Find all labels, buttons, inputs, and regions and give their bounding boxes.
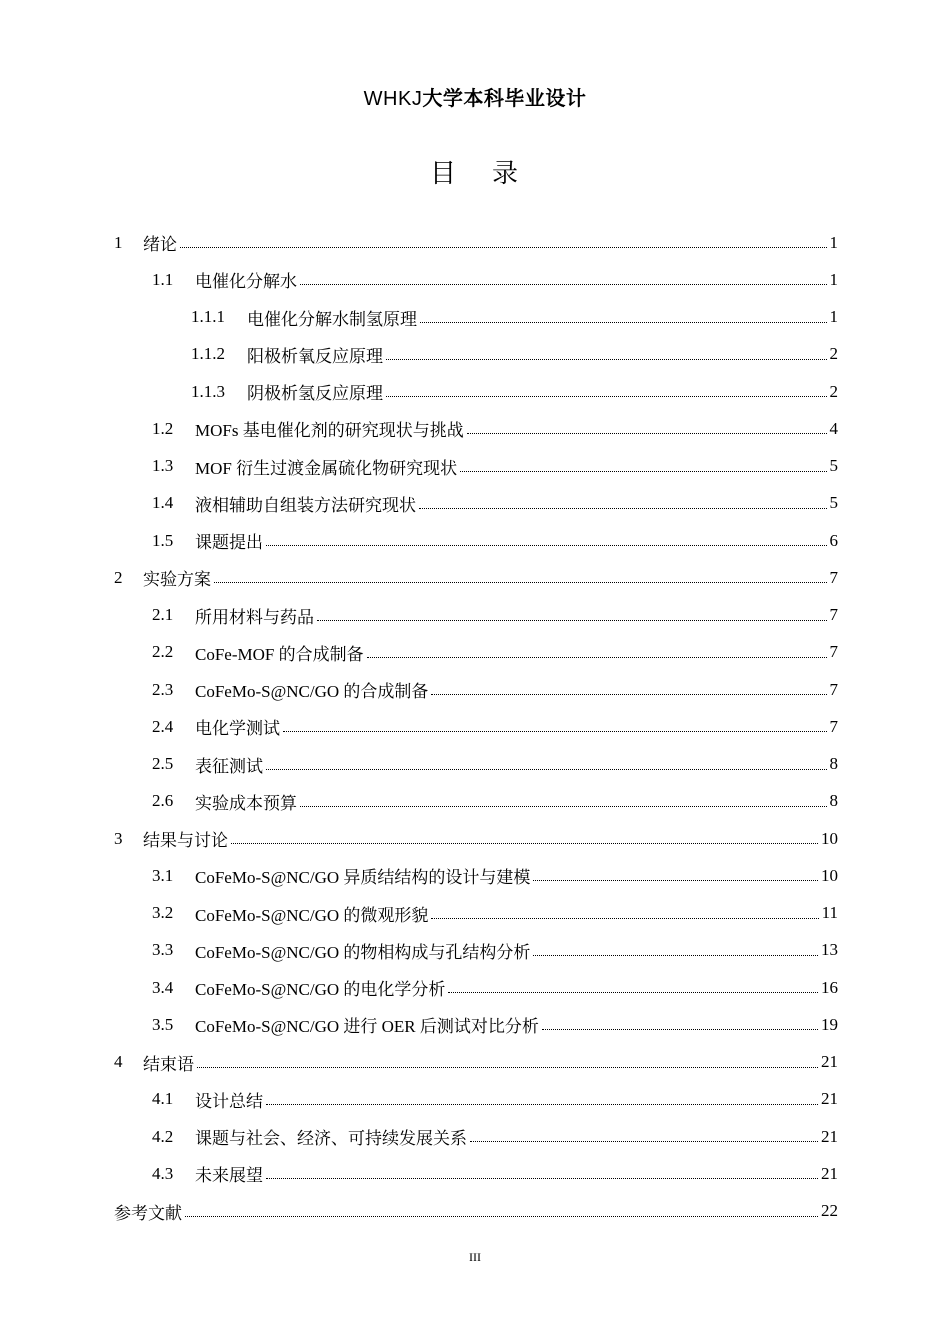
- toc-entry-title: CoFeMo-S@NC/GO 异质结结构的设计与建模: [195, 868, 531, 888]
- toc-entry-title: 所用材料与药品: [195, 607, 314, 627]
- toc-dot-leader: [431, 694, 826, 695]
- toc-dot-leader: [367, 657, 827, 658]
- toc-entry[interactable]: [114, 746, 838, 783]
- toc-entry[interactable]: [114, 1155, 838, 1192]
- toc-entry-page: 6: [829, 530, 838, 550]
- toc-dot-leader: [300, 806, 827, 807]
- toc-dot-leader: [460, 471, 826, 472]
- toc-entry[interactable]: [114, 522, 838, 559]
- toc-entry-number: 1.1: [152, 269, 174, 289]
- toc-entry[interactable]: [114, 932, 838, 969]
- toc-entry-number: 2: [114, 567, 123, 587]
- toc-dot-leader: [542, 1029, 818, 1030]
- toc-entry-number: 1.2: [152, 418, 174, 438]
- toc-entry-page: 4: [829, 418, 838, 438]
- toc-entry-number: 1.1.1: [191, 307, 225, 327]
- toc-entry-page: 13: [821, 940, 838, 960]
- toc-entry-title: 液相辅助自组装方法研究现状: [195, 495, 416, 515]
- toc-dot-leader: [470, 1141, 818, 1142]
- toc-title: [0, 153, 950, 190]
- toc-entry-page: 7: [829, 567, 838, 587]
- toc-entry-page: 2: [829, 344, 838, 364]
- toc-entry[interactable]: [114, 261, 838, 298]
- toc-entry-number: 2.2: [152, 642, 174, 662]
- toc-entry[interactable]: [114, 708, 838, 745]
- toc-entry-page: 21: [821, 1052, 838, 1072]
- toc-dot-leader: [266, 1104, 818, 1105]
- toc-entry-page: 21: [821, 1163, 838, 1183]
- toc-entry-title: CoFeMo-S@NC/GO 的微观形貌: [195, 905, 429, 925]
- toc-entry[interactable]: [114, 634, 838, 671]
- toc-entry-number: 3.5: [152, 1014, 174, 1034]
- toc-entry-title: 参考文献: [114, 1203, 182, 1223]
- toc-dot-leader: [386, 359, 827, 360]
- toc-entry-page: 5: [829, 493, 838, 513]
- toc-entry-title: 课题提出: [195, 533, 263, 553]
- toc-entry-number: 4: [114, 1052, 123, 1072]
- toc-entry-number: 4.3: [152, 1163, 174, 1183]
- toc-entry[interactable]: [114, 373, 838, 410]
- toc-entry-title: 绪论: [143, 235, 177, 255]
- toc-entry-title: MOF 衍生过渡金属硫化物研究现状: [195, 458, 458, 478]
- toc-title-char-1: 目: [429, 159, 458, 189]
- toc-entry-page: 16: [821, 977, 838, 997]
- toc-entry-number: 2.3: [152, 679, 174, 699]
- toc-dot-leader: [214, 582, 827, 583]
- toc-entry-page: 1: [829, 307, 838, 327]
- toc-entry-number: 2.1: [152, 605, 174, 625]
- toc-entry[interactable]: [114, 1006, 838, 1043]
- toc-dot-leader: [419, 508, 827, 509]
- toc-entry-page: 10: [821, 865, 838, 885]
- toc-entry-title: CoFe-MOF 的合成制备: [195, 644, 364, 664]
- toc-entry[interactable]: [114, 485, 838, 522]
- toc-entry[interactable]: [114, 857, 838, 894]
- toc-entry[interactable]: [114, 224, 838, 261]
- toc-entry-page: 21: [821, 1089, 838, 1109]
- toc-entry[interactable]: [114, 671, 838, 708]
- toc-entry-title: 实验方案: [143, 570, 211, 590]
- header-school-code: WHKJ: [363, 88, 423, 110]
- toc-entry[interactable]: [114, 1118, 838, 1155]
- toc-entry-title: CoFeMo-S@NC/GO 的物相构成与孔结构分析: [195, 942, 531, 962]
- toc-entry-page: 19: [821, 1014, 838, 1034]
- toc-entry-page: 2: [829, 381, 838, 401]
- toc-entry-title: 课题与社会、经济、可持续发展关系: [195, 1129, 467, 1149]
- toc-entry[interactable]: [114, 597, 838, 634]
- toc-entry-number: 2.4: [152, 716, 174, 736]
- toc-dot-leader: [266, 1178, 818, 1179]
- toc-entry[interactable]: [114, 410, 838, 447]
- toc-entry-page: 8: [829, 791, 838, 811]
- toc-dot-leader: [231, 843, 818, 844]
- toc-entry[interactable]: [114, 783, 838, 820]
- toc-entry-title: 电化学测试: [195, 719, 280, 739]
- header-subtitle: 大学本科毕业设计: [422, 86, 587, 110]
- toc-entry-title: 结束语: [143, 1054, 194, 1074]
- toc-entry-page: 7: [829, 679, 838, 699]
- toc-dot-leader: [185, 1216, 818, 1217]
- toc-entry-number: 2.6: [152, 791, 174, 811]
- toc-entry-title: 未来展望: [195, 1166, 263, 1186]
- page-number: III: [469, 1250, 481, 1264]
- toc-entry-number: 1.4: [152, 493, 174, 513]
- toc-entry-number: 3.1: [152, 865, 174, 885]
- toc-dot-leader: [386, 396, 827, 397]
- toc-entry[interactable]: [114, 448, 838, 485]
- toc-entry-page: 1: [829, 232, 838, 252]
- toc-entry-page: 7: [829, 716, 838, 736]
- toc-entry-title: CoFeMo-S@NC/GO 的合成制备: [195, 682, 429, 702]
- toc-entry[interactable]: [114, 1193, 838, 1230]
- toc-entry-title: 电催化分解水制氢原理: [247, 309, 417, 329]
- toc-entry-number: 4.1: [152, 1089, 174, 1109]
- toc-dot-leader: [283, 731, 827, 732]
- toc-entry-title: 结果与讨论: [143, 831, 228, 851]
- toc-entry[interactable]: [114, 969, 838, 1006]
- toc-entry-number: 2.5: [152, 754, 174, 774]
- page-header: [0, 82, 950, 111]
- toc-entry-number: 3: [114, 828, 123, 848]
- toc-entry-number: 3.4: [152, 977, 174, 997]
- toc-entry-title: 表征测试: [195, 756, 263, 776]
- toc-entry[interactable]: [114, 895, 838, 932]
- toc-entry-page: 8: [829, 754, 838, 774]
- toc-entry-number: 1.1.2: [191, 344, 225, 364]
- toc-entry-number: 1.3: [152, 456, 174, 476]
- toc-entry-title: 阳极析氧反应原理: [247, 346, 383, 366]
- table-of-contents: [114, 224, 838, 1230]
- toc-entry-title: 阴极析氢反应原理: [247, 384, 383, 404]
- toc-title-char-2: 录: [492, 159, 521, 189]
- toc-dot-leader: [420, 322, 827, 323]
- toc-entry-number: 1.5: [152, 530, 174, 550]
- toc-entry-number: 1.1.3: [191, 381, 225, 401]
- toc-entry-title: MOFs 基电催化剂的研究现状与挑战: [195, 421, 464, 441]
- toc-dot-leader: [266, 769, 827, 770]
- toc-entry-page: 11: [821, 903, 838, 923]
- toc-entry-title: 电催化分解水: [195, 272, 297, 292]
- toc-entry[interactable]: [114, 299, 838, 336]
- toc-entry[interactable]: [114, 336, 838, 373]
- toc-entry-page: 7: [829, 605, 838, 625]
- toc-entry-number: 1: [114, 232, 123, 252]
- toc-entry-title: CoFeMo-S@NC/GO 的电化学分析: [195, 980, 446, 1000]
- toc-entry[interactable]: [114, 820, 838, 857]
- toc-entry-page: 7: [829, 642, 838, 662]
- toc-dot-leader: [266, 545, 827, 546]
- toc-dot-leader: [533, 955, 818, 956]
- toc-entry-number: 4.2: [152, 1126, 174, 1146]
- toc-dot-leader: [300, 284, 827, 285]
- toc-entry-page: 10: [821, 828, 838, 848]
- toc-entry-number: 3.3: [152, 940, 174, 960]
- toc-entry-title: CoFeMo-S@NC/GO 进行 OER 后测试对比分析: [195, 1017, 539, 1037]
- toc-entry[interactable]: [114, 1044, 838, 1081]
- toc-entry-title: 设计总结: [195, 1091, 263, 1111]
- toc-entry-number: 3.2: [152, 903, 174, 923]
- toc-entry-page: 22: [821, 1201, 838, 1221]
- toc-dot-leader: [431, 918, 818, 919]
- toc-dot-leader: [467, 433, 827, 434]
- toc-entry[interactable]: [114, 1081, 838, 1118]
- toc-entry-page: 5: [829, 456, 838, 476]
- toc-dot-leader: [533, 880, 818, 881]
- toc-entry[interactable]: [114, 559, 838, 596]
- toc-entry-page: 1: [829, 269, 838, 289]
- toc-dot-leader: [197, 1067, 818, 1068]
- toc-dot-leader: [180, 247, 827, 248]
- toc-dot-leader: [448, 992, 818, 993]
- toc-entry-title: 实验成本预算: [195, 793, 297, 813]
- toc-dot-leader: [317, 620, 827, 621]
- toc-entry-page: 21: [821, 1126, 838, 1146]
